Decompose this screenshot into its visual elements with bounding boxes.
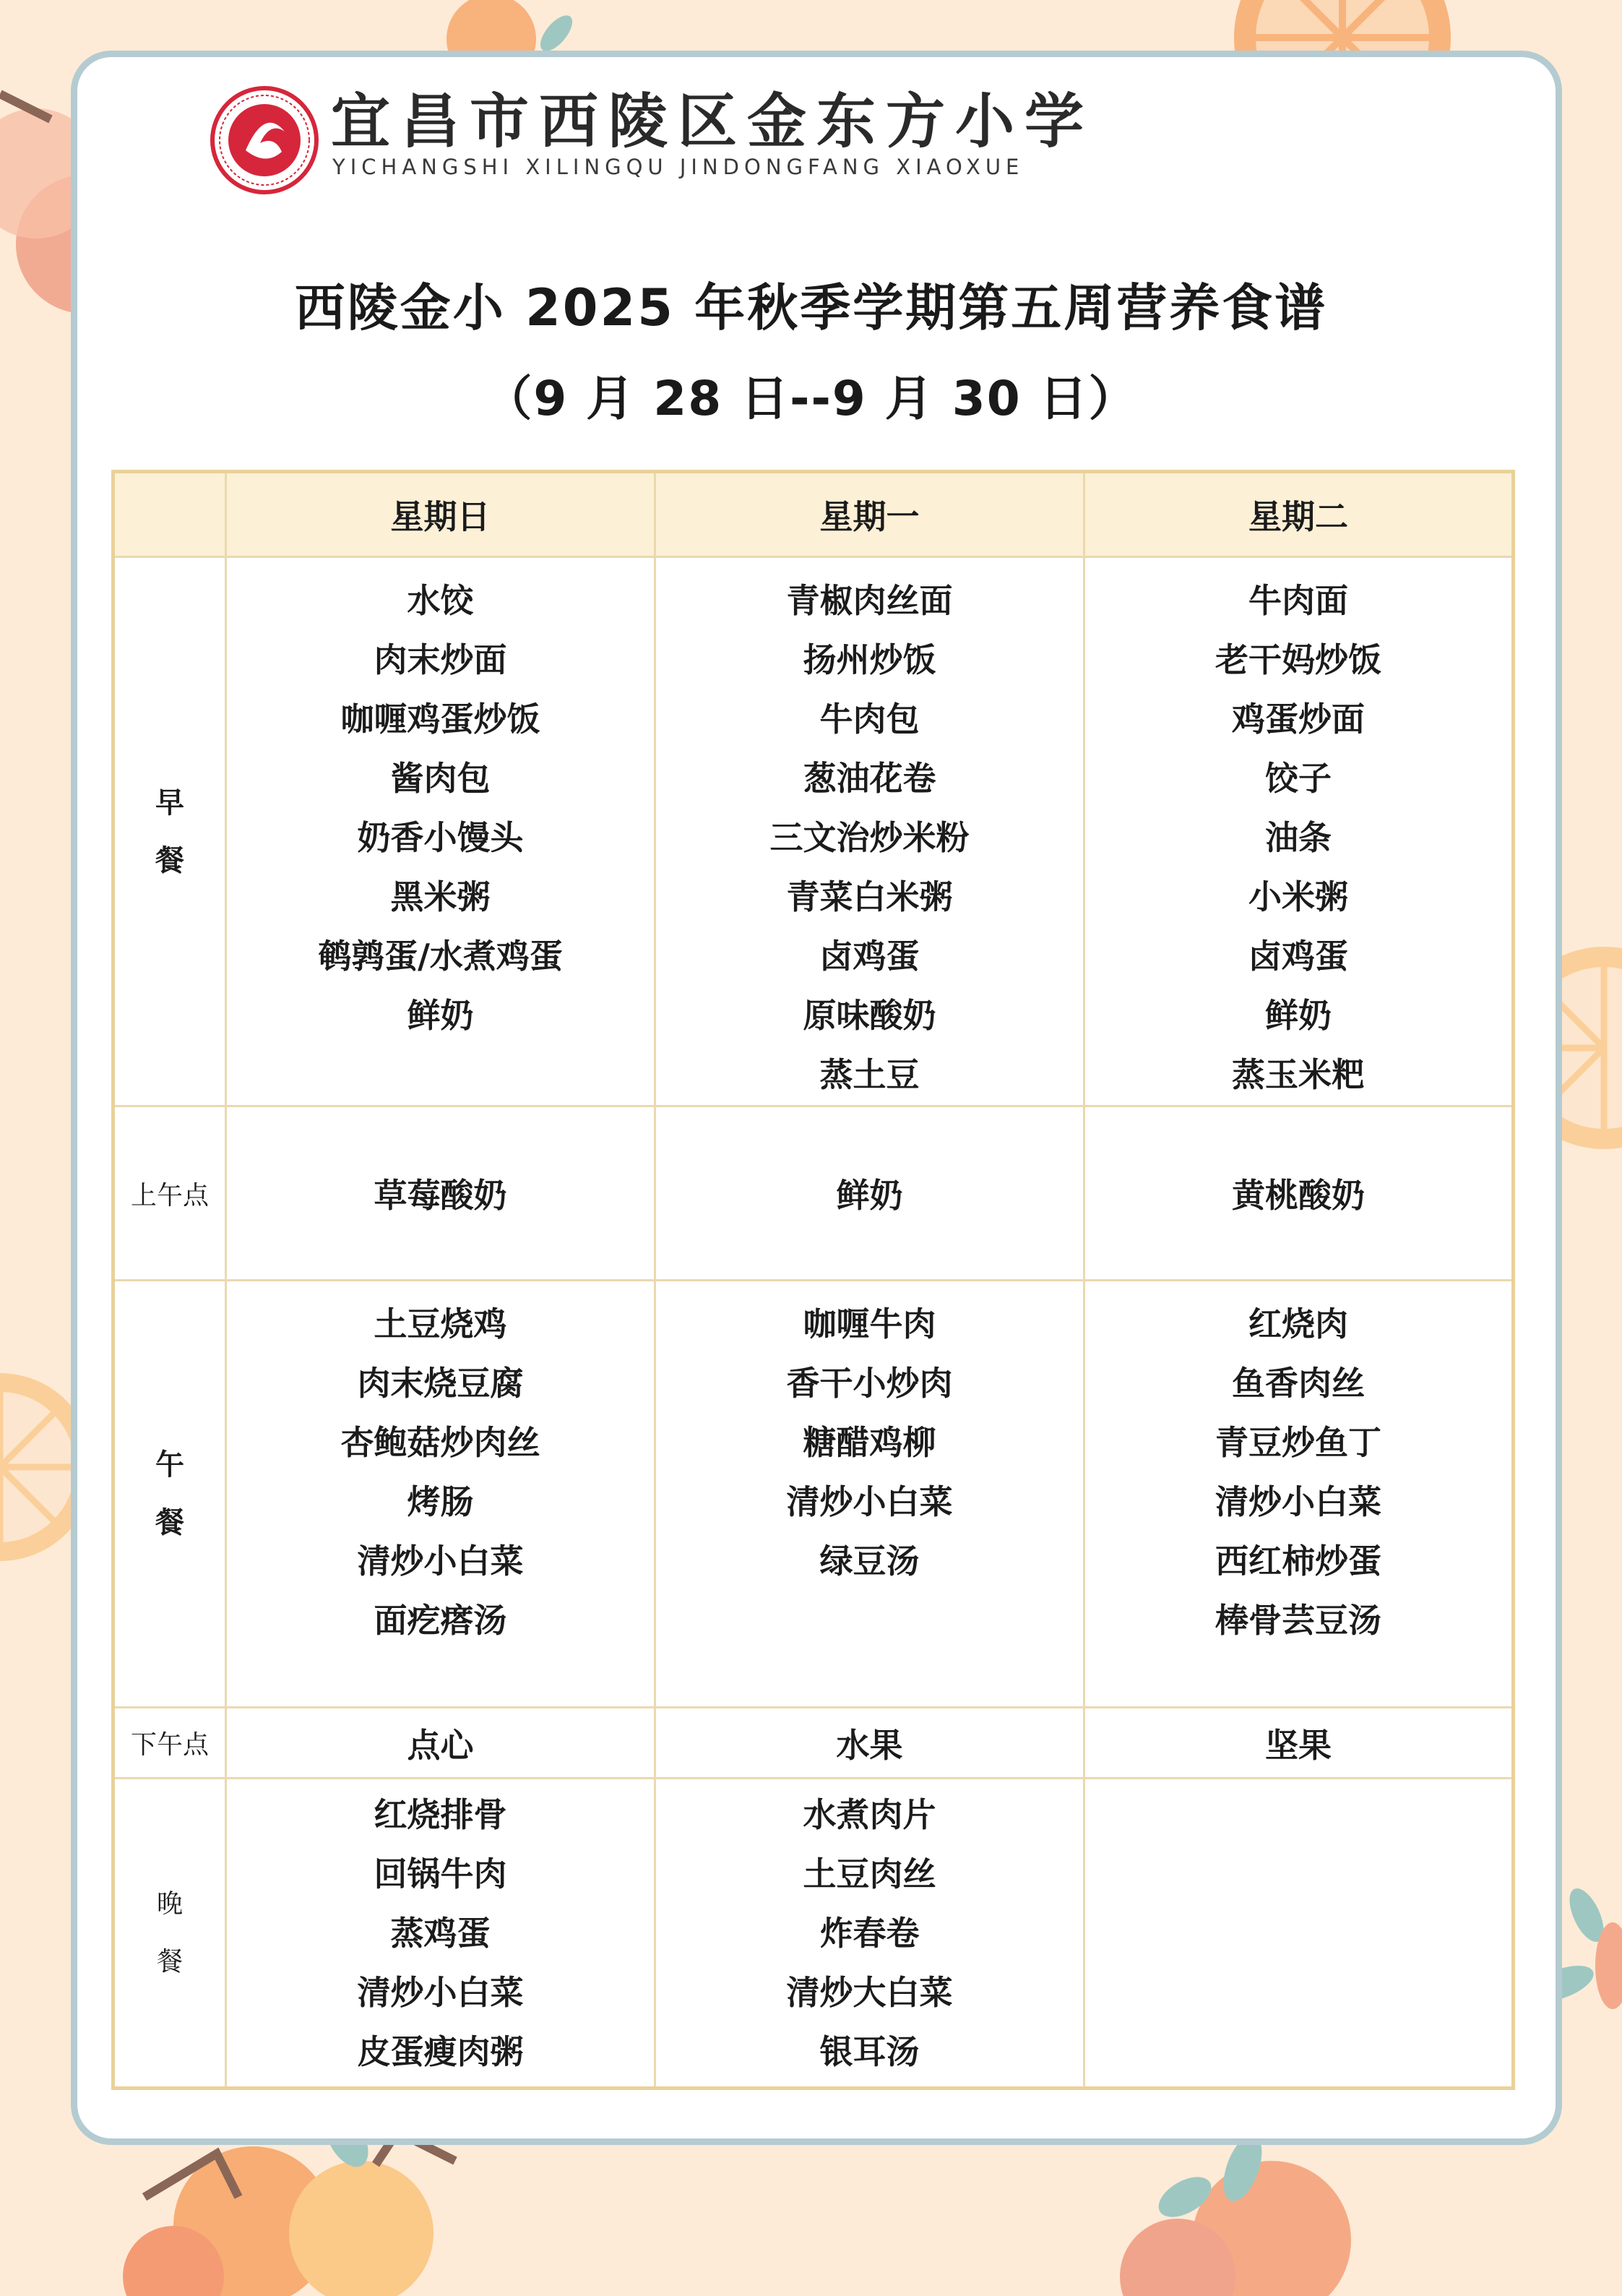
breakfast-cell-mon bbox=[655, 557, 1084, 1106]
dish: 糖醋鸡柳 bbox=[803, 1422, 936, 1462]
meal-label-afternoon-snack: 下午点 bbox=[113, 1707, 226, 1778]
dish: 油条 bbox=[1265, 818, 1332, 857]
dish: 香干小炒肉 bbox=[786, 1363, 953, 1403]
dinner-row bbox=[113, 1779, 1514, 2089]
dinner-cell-sun bbox=[226, 1779, 655, 2089]
meal-label-dinner bbox=[113, 1779, 226, 2089]
morning-snack-row bbox=[113, 1106, 1514, 1280]
snack-item: 水果 bbox=[655, 1707, 1084, 1778]
meal-label-char: 晚 bbox=[156, 1888, 183, 1919]
dish: 青豆炒鱼丁 bbox=[1215, 1422, 1381, 1462]
dish: 老干妈炒饭 bbox=[1215, 640, 1381, 679]
dish: 皮蛋瘦肉粥 bbox=[357, 2031, 524, 2071]
school-name: 宜昌市西陵区金东方小学 bbox=[331, 87, 1095, 156]
dinner-cell-mon bbox=[655, 1779, 1084, 2089]
dish: 鹌鹑蛋/水煮鸡蛋 bbox=[318, 937, 563, 976]
school-emblem-icon bbox=[210, 85, 319, 195]
snack-item: 点心 bbox=[226, 1707, 655, 1778]
dish: 杏鲍菇炒肉丝 bbox=[340, 1422, 540, 1462]
dish: 回锅牛肉 bbox=[374, 1854, 507, 1893]
dish: 银耳汤 bbox=[819, 2031, 920, 2071]
menu-table bbox=[111, 470, 1515, 2090]
dish: 牛肉面 bbox=[1248, 581, 1348, 620]
breakfast-row bbox=[113, 557, 1514, 1106]
day-header: 星期二 bbox=[1084, 472, 1514, 557]
meal-label-char: 早 bbox=[155, 786, 184, 820]
dish: 鲜奶 bbox=[1265, 996, 1332, 1035]
dish: 青椒肉丝面 bbox=[786, 581, 953, 620]
lunch-cell-mon bbox=[655, 1280, 1084, 1707]
page-title: 西陵金小 2025 年秋季学期第五周营养食谱 bbox=[294, 278, 1328, 337]
dish: 西红柿炒蛋 bbox=[1215, 1541, 1381, 1581]
dish: 清炒小白菜 bbox=[357, 1541, 524, 1581]
dish: 卤鸡蛋 bbox=[819, 937, 920, 976]
dish: 饺子 bbox=[1265, 759, 1332, 798]
meal-label-char: 餐 bbox=[155, 1505, 184, 1539]
dish: 面疙瘩汤 bbox=[374, 1600, 507, 1640]
dish: 原味酸奶 bbox=[803, 996, 936, 1035]
dish: 牛肉包 bbox=[819, 700, 920, 739]
corner-cell bbox=[113, 472, 226, 557]
dish: 土豆烧鸡 bbox=[374, 1304, 507, 1343]
header-row bbox=[113, 472, 1514, 557]
dish: 肉末炒面 bbox=[374, 640, 507, 679]
peach-fruit-icon bbox=[1120, 2130, 1351, 2296]
snack-item: 鲜奶 bbox=[655, 1106, 1084, 1280]
breakfast-cell-tue bbox=[1084, 557, 1514, 1106]
dish: 红烧排骨 bbox=[374, 1794, 507, 1834]
dish: 蒸玉米粑 bbox=[1232, 1055, 1365, 1094]
dish: 清炒小白菜 bbox=[1215, 1482, 1381, 1521]
dish: 咖喱牛肉 bbox=[803, 1304, 936, 1343]
dish: 绿豆汤 bbox=[819, 1541, 920, 1581]
dish: 水饺 bbox=[407, 581, 474, 620]
date-range: （9 月 28 日--9 月 30 日） bbox=[484, 371, 1138, 426]
day-header: 星期一 bbox=[655, 472, 1084, 557]
dish: 棒骨芸豆汤 bbox=[1215, 1600, 1381, 1640]
dish: 清炒大白菜 bbox=[786, 1972, 953, 2012]
dish: 肉末烧豆腐 bbox=[357, 1363, 524, 1403]
dish: 水煮肉片 bbox=[803, 1794, 936, 1834]
lunch-row bbox=[113, 1280, 1514, 1707]
meal-label-breakfast bbox=[113, 557, 226, 1106]
meal-label-char: 午 bbox=[155, 1448, 184, 1482]
afternoon-snack-row bbox=[113, 1707, 1514, 1778]
dish: 红烧肉 bbox=[1248, 1304, 1348, 1343]
dish: 葱油花卷 bbox=[803, 759, 936, 798]
dish: 青菜白米粥 bbox=[786, 877, 953, 916]
breakfast-cell-sun bbox=[226, 557, 655, 1106]
dish: 卤鸡蛋 bbox=[1248, 937, 1348, 976]
dish: 土豆肉丝 bbox=[803, 1854, 936, 1893]
dish: 小米粥 bbox=[1248, 877, 1348, 916]
school-pinyin: YICHANGSHI XILINGQU JINDONGFANG XIAOXUE bbox=[332, 155, 1024, 179]
meal-label-char: 餐 bbox=[155, 843, 184, 877]
dish: 扬州炒饭 bbox=[803, 640, 936, 679]
dish: 咖喱鸡蛋炒饭 bbox=[340, 700, 540, 739]
dish: 清炒小白菜 bbox=[357, 1972, 524, 2012]
dish: 三文治炒米粉 bbox=[769, 818, 970, 857]
snack-item: 黄桃酸奶 bbox=[1084, 1106, 1514, 1280]
dish: 奶香小馒头 bbox=[357, 818, 524, 857]
dish: 蒸土豆 bbox=[819, 1055, 920, 1094]
lunch-cell-tue bbox=[1084, 1280, 1514, 1707]
meal-label-lunch bbox=[113, 1280, 226, 1707]
day-header: 星期日 bbox=[226, 472, 655, 557]
dish: 鲜奶 bbox=[407, 996, 474, 1035]
dish: 蒸鸡蛋 bbox=[390, 1913, 491, 1953]
meal-label-morning-snack: 上午点 bbox=[113, 1106, 226, 1280]
dish: 炸春卷 bbox=[819, 1913, 920, 1953]
dish: 烤肠 bbox=[407, 1482, 474, 1521]
dish: 鱼香肉丝 bbox=[1232, 1363, 1365, 1403]
dish: 鸡蛋炒面 bbox=[1232, 700, 1365, 739]
lunch-cell-sun bbox=[226, 1280, 655, 1707]
dish: 酱肉包 bbox=[390, 759, 491, 798]
snack-item: 草莓酸奶 bbox=[226, 1106, 655, 1280]
snack-item: 坚果 bbox=[1084, 1707, 1514, 1778]
dish: 黑米粥 bbox=[390, 877, 491, 916]
dinner-cell-tue bbox=[1084, 1779, 1514, 2089]
dish: 清炒小白菜 bbox=[786, 1482, 953, 1521]
meal-label-char: 餐 bbox=[156, 1946, 183, 1977]
